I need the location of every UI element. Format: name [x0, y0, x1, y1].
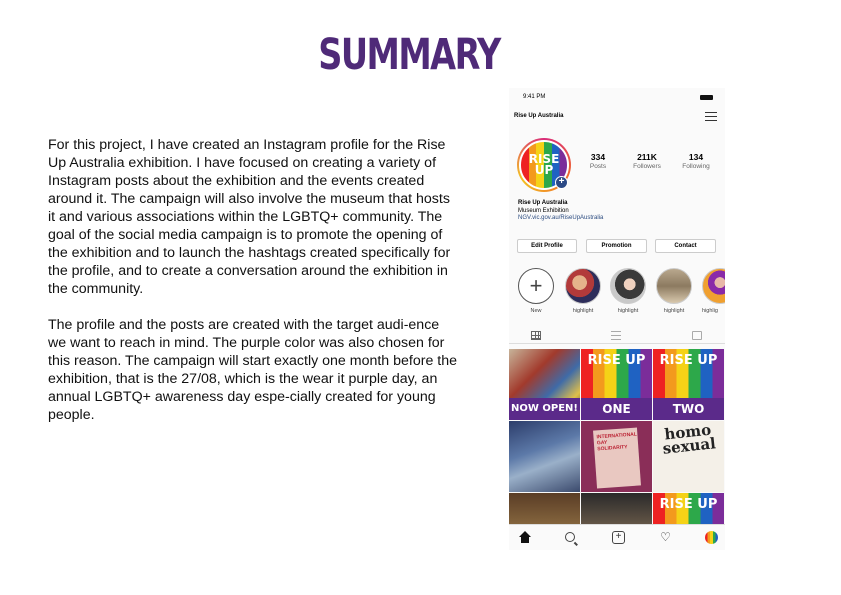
post-2[interactable] [581, 349, 652, 420]
profile-bio [518, 200, 603, 223]
battery-icon [700, 95, 713, 100]
highlight-label-2: highlight [617, 308, 639, 314]
status-time: 9:41 PM [523, 94, 546, 100]
instagram-profile-mockup [509, 88, 725, 550]
stat-following-label: Following [682, 163, 710, 170]
highlight-4[interactable] [702, 268, 725, 304]
highlight-2[interactable] [610, 268, 646, 304]
post-3-caption: TWO [653, 398, 724, 420]
menu-icon[interactable] [705, 112, 717, 121]
contact-button[interactable]: Contact [655, 239, 716, 253]
post-5-poster-text: INTERNATIONAL GAY SOLIDARITY [596, 431, 637, 453]
home-icon[interactable] [518, 531, 531, 544]
stat-posts-label: Posts [589, 163, 607, 170]
summary-text [48, 136, 458, 442]
stat-posts-count: 334 [590, 152, 606, 162]
stat-followers-label: Followers [633, 163, 661, 170]
post-1[interactable] [509, 349, 580, 420]
heart-icon[interactable]: ♡ [660, 530, 671, 544]
new-highlight-button[interactable]: + [518, 268, 554, 304]
highlight-3[interactable] [656, 268, 692, 304]
bio-link[interactable]: NGV.vic.gov.au/RiseUpAustralia [518, 215, 604, 221]
post-1-caption: NOW OPEN! [509, 398, 580, 420]
highlight-label-4: highlig [702, 308, 718, 314]
highlight-label-3: highlight [663, 308, 685, 314]
highlight-label-new: New [530, 308, 542, 314]
profile-tabs [509, 328, 725, 344]
highlight-label-1: highlight [572, 308, 594, 314]
tag-icon[interactable] [692, 331, 702, 340]
stat-followers[interactable] [624, 152, 670, 170]
grid-icon[interactable] [531, 331, 541, 340]
promotion-button[interactable]: Promotion [586, 239, 647, 253]
post-5[interactable] [581, 421, 652, 492]
post-9-logo: RISE UP [659, 497, 718, 512]
stat-followers-count: 211K [637, 152, 657, 162]
profile-icon[interactable] [705, 531, 718, 544]
status-bar [521, 94, 713, 104]
stat-posts[interactable] [575, 152, 621, 170]
post-2-logo: RISE UP [587, 353, 646, 368]
post-6[interactable] [653, 421, 724, 492]
post-6-text: homo sexual [661, 421, 717, 458]
summary-paragraph-1: For this project, I have created an Instagram profile for the Rise Up Australia exhibition. I have focused on creating a variety of Instagram posts about the exhibition and the events created around it. The campaign will also involve the museum that hosts it and various associations within the LGBTQ+ community. The goal of the social media campaign is to promote the opening of the exhibition and to launch the hashtags created specifically for the profile, and to create a conversation around the exhibition in the community. [48, 137, 451, 297]
post-4[interactable] [509, 421, 580, 492]
post-3-logo: RISE UP [659, 353, 718, 368]
username-dropdown[interactable]: Rise Up Australia [514, 113, 564, 119]
page-title: SUMMARY [318, 30, 500, 80]
summary-paragraph-2: The profile and the posts are created with the target audi-ence we want to reach in mind. The purple color was also chosen for this reason. The campaign will start exactly one month before the exhibition, that is the 27/08, which is the wear it purple day, an annual LGBTQ+ awareness day espe-cially created for young people. [48, 317, 458, 423]
search-icon[interactable] [565, 532, 575, 542]
post-5-poster [593, 428, 641, 489]
bio-category: Museum Exhibition [518, 207, 569, 214]
stat-following[interactable] [673, 152, 719, 170]
stat-following-count: 134 [688, 152, 704, 162]
add-story-icon[interactable]: + [555, 176, 568, 189]
bottom-nav [509, 524, 725, 550]
post-2-caption: ONE [581, 398, 652, 420]
post-3[interactable] [653, 349, 724, 420]
profile-header [513, 112, 719, 124]
list-icon[interactable] [611, 331, 621, 340]
add-icon[interactable]: + [612, 531, 625, 544]
edit-profile-button[interactable]: Edit Profile [517, 239, 577, 253]
bio-name: Rise Up Australia [518, 200, 568, 206]
highlight-1[interactable] [565, 268, 601, 304]
avatar-logo-text: RISE UP [528, 152, 560, 177]
